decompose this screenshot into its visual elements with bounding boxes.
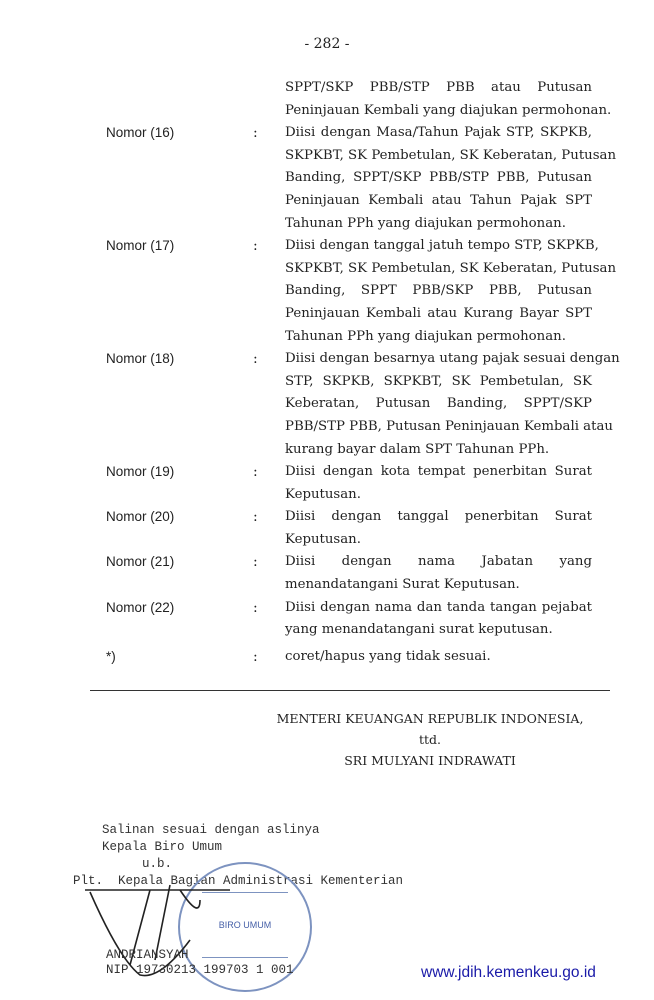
list-item xyxy=(0,597,654,642)
signature-name: SRI MULYANI INDRAWATI xyxy=(344,753,516,768)
item-label: Nomor (16) xyxy=(106,125,175,141)
description-line: coret/hapus yang tidak sesuai. xyxy=(285,648,491,664)
description-line: Tahunan PPh yang diajukan permohonan. xyxy=(285,328,566,344)
item-label: Nomor (18) xyxy=(106,351,175,367)
item-label: *) xyxy=(106,648,116,664)
list-item xyxy=(0,506,654,551)
item-label: Nomor (19) xyxy=(106,464,175,480)
item-label: Nomor (21) xyxy=(106,554,175,570)
description-line: Keberatan, Putusan Banding, SPPT/SKP xyxy=(285,396,592,412)
description-line: Peninjauan Kembali atau Tahun Pajak SPT xyxy=(285,192,592,208)
description-line: Diisi dengan kota tempat penerbitan Surat xyxy=(285,464,592,480)
description-line: STP, SKPKB, SKPKBT, SK Pembetulan, SK xyxy=(285,373,592,389)
item-label: Nomor (20) xyxy=(106,509,175,525)
description-line: Diisi dengan tanggal jatuh tempo STP, SKPKB, xyxy=(285,238,599,254)
item-colon: : xyxy=(253,238,258,255)
item-label: Nomor (17) xyxy=(106,238,175,254)
item-colon: : xyxy=(253,509,258,526)
page-number: - 282 - xyxy=(304,36,350,52)
list-item xyxy=(0,551,654,596)
list-item xyxy=(0,77,654,122)
description-line: Keputusan. xyxy=(285,486,361,502)
description-line: Diisi dengan Masa/Tahun Pajak STP, SKPKB, xyxy=(285,125,592,141)
signature-title: MENTERI KEUANGAN REPUBLIK INDONESIA, xyxy=(276,711,584,726)
item-colon: : xyxy=(253,125,258,142)
description-line: Banding, SPPT PBB/SKP PBB, Putusan xyxy=(285,283,592,299)
description-line: SPPT/SKP PBB/STP PBB atau Putusan xyxy=(285,80,592,95)
item-colon: : xyxy=(253,464,258,481)
description-line: SKPKBT, SK Pembetulan, SK Keberatan, Putusan xyxy=(285,260,617,276)
item-description xyxy=(285,551,592,596)
description-line: Tahunan PPh yang diajukan permohonan. xyxy=(285,215,566,231)
item-description xyxy=(285,461,592,506)
item-description xyxy=(285,122,617,235)
item-description xyxy=(285,235,617,348)
description-line: Keputusan. xyxy=(285,531,361,547)
official-name: ANDRIANSYAH xyxy=(106,948,189,962)
footer-url-link[interactable]: www.jdih.kemenkeu.go.id xyxy=(421,964,596,981)
list-item xyxy=(0,235,654,348)
explanation-list xyxy=(0,77,654,668)
copy-line-1: Salinan sesuai dengan aslinya xyxy=(102,823,320,837)
description-line: SKPKBT, SK Pembetulan, SK Keberatan, Putusan xyxy=(285,147,617,163)
copy-line-3: u.b. xyxy=(142,857,173,871)
item-description xyxy=(285,348,620,461)
description-line: Peninjauan Kembali yang diajukan permohonan. xyxy=(285,102,612,118)
list-item xyxy=(0,122,654,235)
item-label: Nomor (22) xyxy=(106,599,175,615)
official-nip: NIP 19730213 199703 1 001 xyxy=(106,963,294,977)
item-colon: : xyxy=(253,554,258,571)
description-line: menandatangani Surat Keputusan. xyxy=(285,577,520,593)
item-colon: : xyxy=(253,599,258,616)
description-line: Diisi dengan nama Jabatan yang xyxy=(285,554,592,570)
item-colon: : xyxy=(253,351,258,368)
copy-line-2: Kepala Biro Umum xyxy=(102,840,223,854)
item-description xyxy=(285,506,592,551)
list-item xyxy=(0,348,654,461)
stamp-text: BIRO UMUM xyxy=(202,892,288,958)
item-colon: : xyxy=(253,648,258,665)
description-line: PBB/STP PBB, Putusan Peninjauan Kembali atau xyxy=(285,418,613,434)
item-description xyxy=(285,597,592,642)
item-description xyxy=(285,646,592,669)
signature-ttd: ttd. xyxy=(418,732,442,747)
signature-block xyxy=(260,708,600,771)
list-item xyxy=(0,461,654,506)
description-line: yang menandatangani surat keputusan. xyxy=(285,622,553,638)
item-description xyxy=(285,77,612,122)
description-line: Peninjauan Kembali atau Kurang Bayar SPT xyxy=(285,305,592,321)
copy-line-4: Plt. Kepala Bagian Administrasi Kementerian xyxy=(73,874,404,888)
description-line: kurang bayar dalam SPT Tahunan PPh. xyxy=(285,441,550,457)
divider xyxy=(90,690,610,691)
description-line: Diisi dengan besarnya utang pajak sesuai dengan xyxy=(285,351,620,367)
description-line: Diisi dengan nama dan tanda tangan pejabat xyxy=(285,599,592,615)
description-line: Banding, SPPT/SKP PBB/STP PBB, Putusan xyxy=(285,170,592,186)
description-line: Diisi dengan tanggal penerbitan Surat xyxy=(285,509,592,525)
list-item xyxy=(0,646,654,669)
